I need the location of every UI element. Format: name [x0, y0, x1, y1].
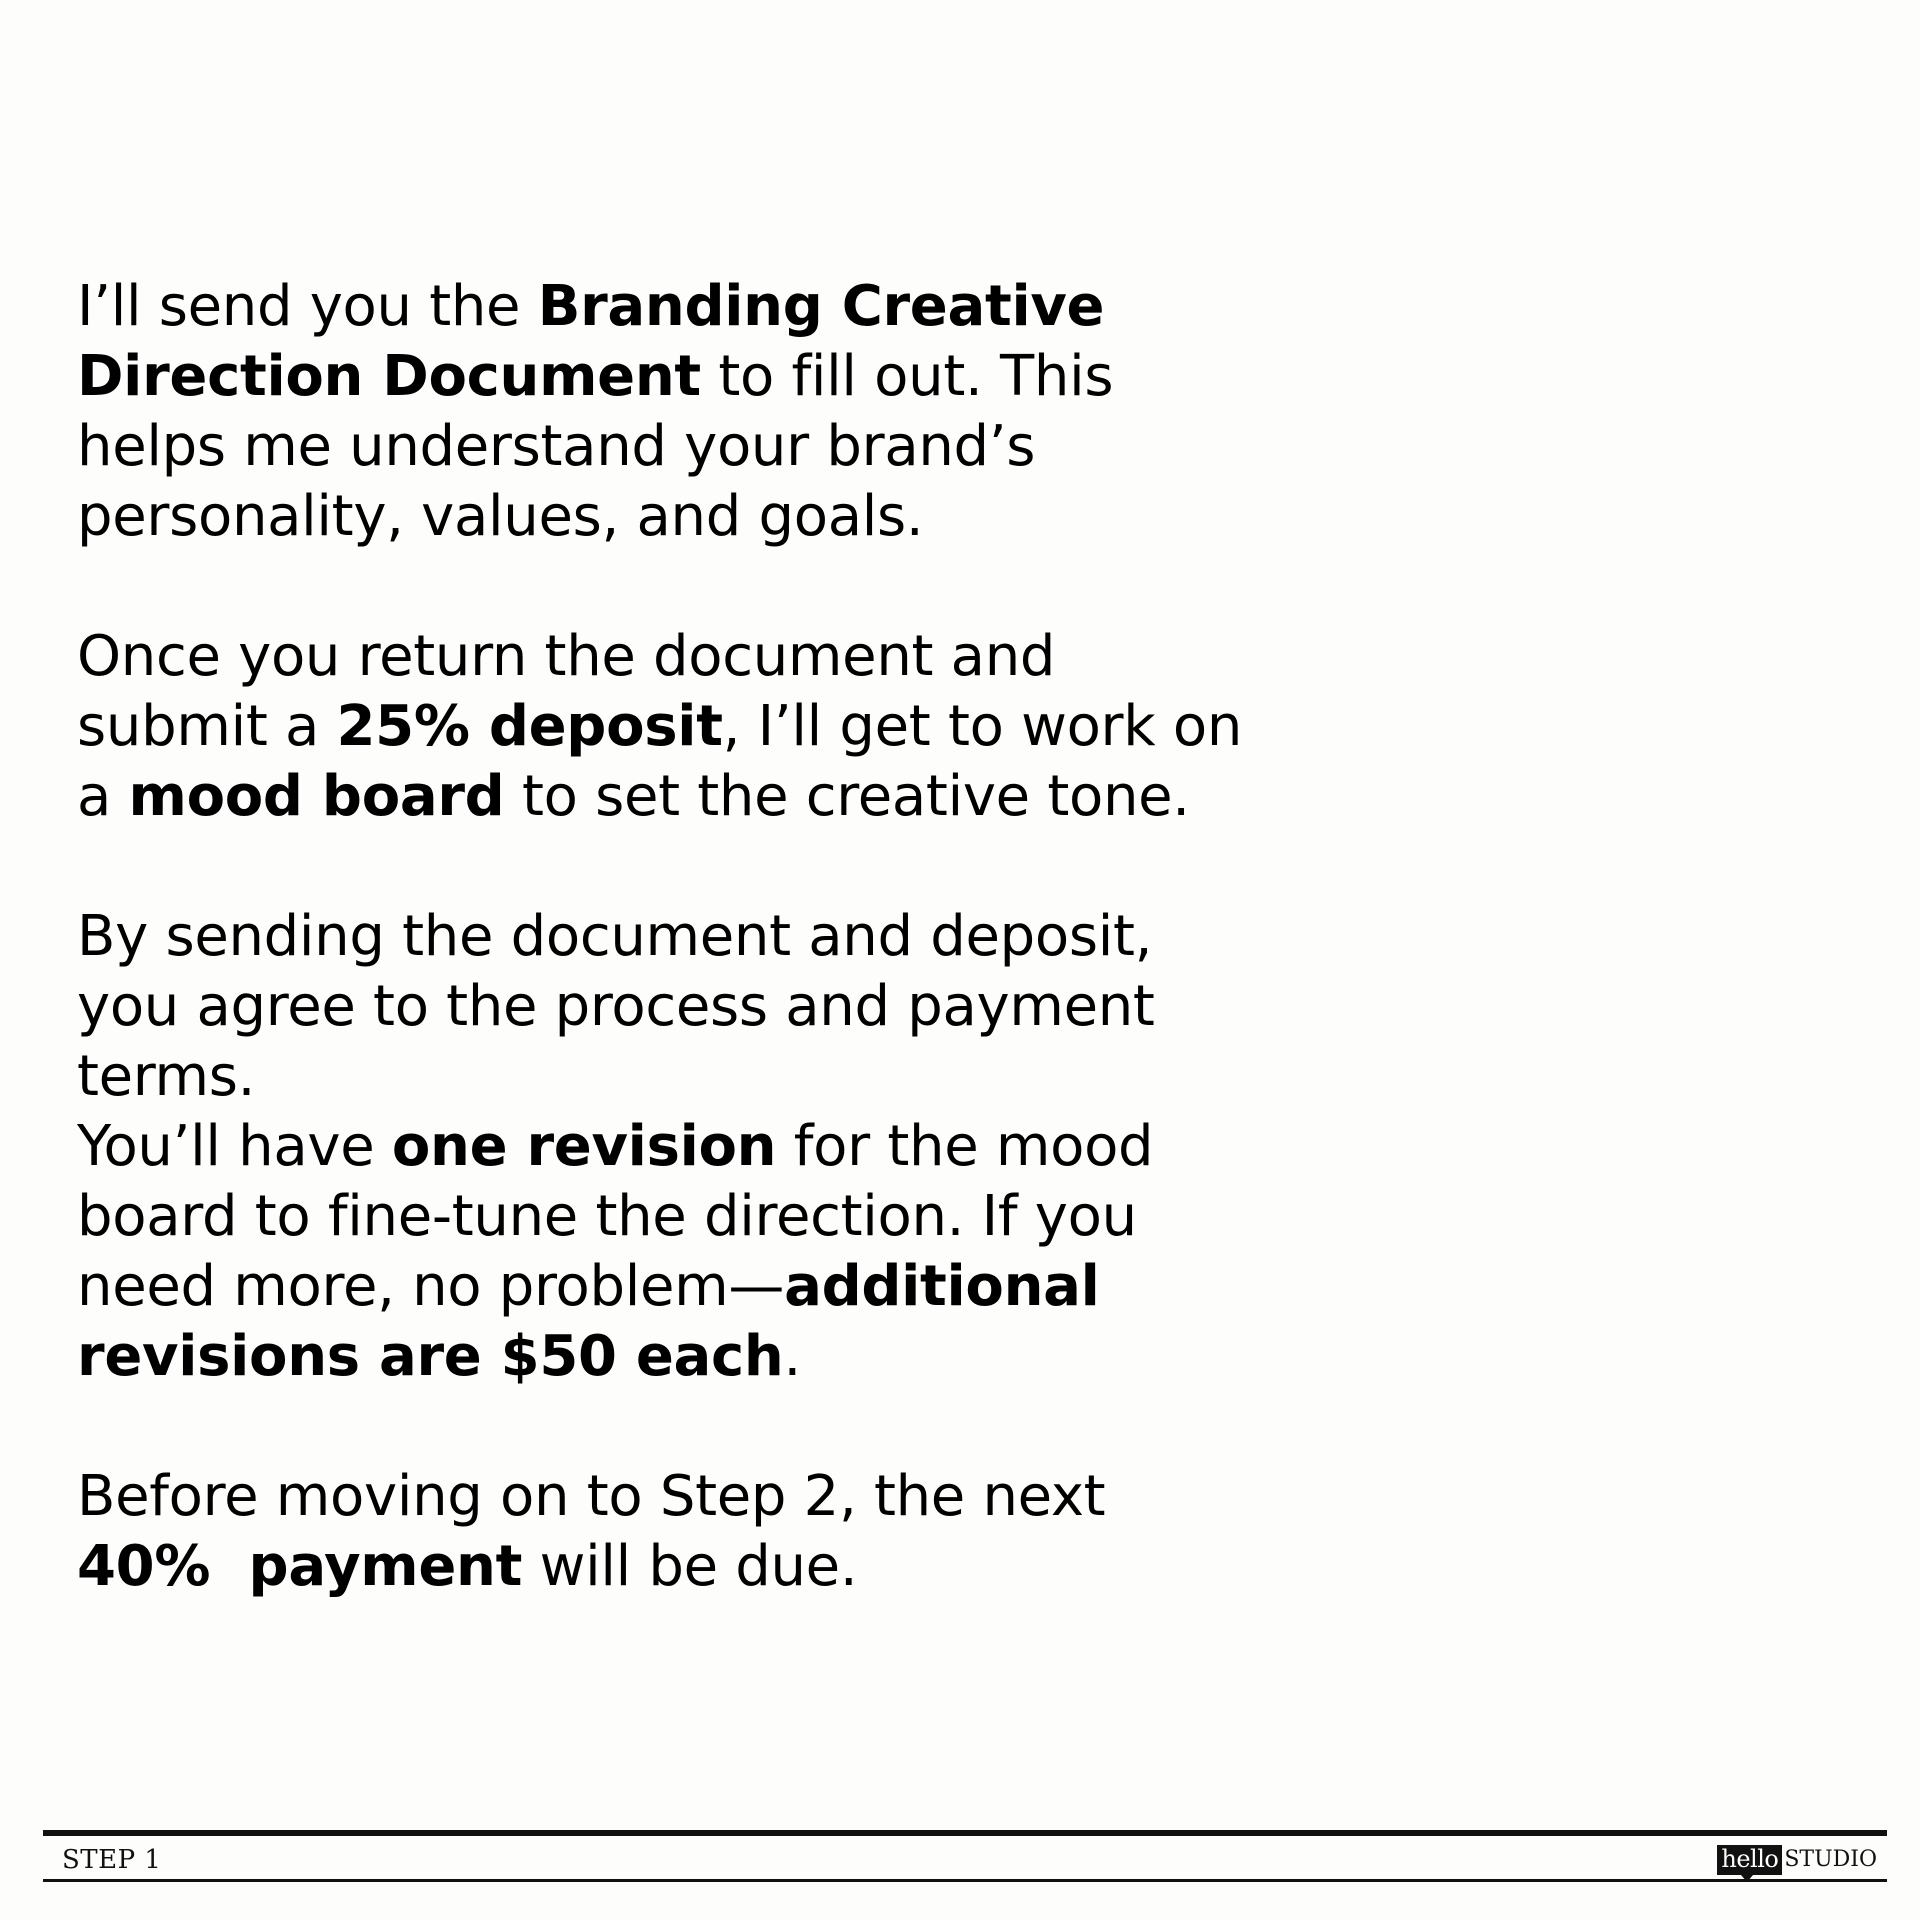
text-line: [77, 692, 1257, 762]
text-line: Once you return the document and: [77, 624, 1056, 689]
text-line: terms.: [77, 1044, 256, 1109]
main-content: [77, 272, 1257, 1602]
text-line: personality, values, and goals.: [77, 484, 924, 549]
bold-text: 40% payment: [77, 1534, 523, 1599]
text-line: [77, 1532, 1257, 1602]
brand-logo: [1717, 1843, 1877, 1877]
text-line: [77, 1112, 1257, 1182]
text-run: I’ll send you the: [77, 274, 538, 339]
paragraph-creative-direction: [77, 272, 1257, 552]
brand-hello-badge: hello: [1717, 1845, 1782, 1875]
paragraph-next-payment: [77, 1462, 1257, 1602]
text-run: You’ll have: [77, 1114, 392, 1179]
text-line: Before moving on to Step 2, the next: [77, 1464, 1106, 1529]
footer-divider-bottom: [43, 1879, 1887, 1882]
text-line: board to fine-tune the direction. If you: [77, 1184, 1137, 1249]
text-run: need more, no problem—: [77, 1254, 785, 1319]
step-label: STEP 1: [62, 1845, 162, 1875]
text-line: helps me understand your brand’s: [77, 414, 1036, 479]
bold-text: Direction Document: [77, 344, 701, 409]
paragraph-deposit: [77, 622, 1257, 832]
paragraph-terms-revisions: [77, 902, 1257, 1392]
text-line: [77, 1322, 1257, 1392]
text-line: you agree to the process and payment: [77, 974, 1155, 1039]
text-run: , I’ll get to work on: [722, 694, 1243, 759]
brand-studio-text: STUDIO: [1784, 1847, 1877, 1872]
text-line: [77, 762, 1257, 832]
text-run: will be due.: [522, 1534, 858, 1599]
text-line: [77, 1252, 1257, 1322]
footer-divider-top: [43, 1830, 1887, 1836]
bold-text: one revision: [391, 1114, 777, 1179]
text-run: to set the creative tone.: [504, 764, 1190, 829]
bold-text: mood board: [128, 764, 505, 829]
bold-text: revisions are $50 each: [77, 1324, 784, 1389]
text-run: to fill out. This: [700, 344, 1114, 409]
text-run: submit a: [77, 694, 337, 759]
text-run: for the mood: [776, 1114, 1154, 1179]
text-run: .: [783, 1324, 802, 1389]
bold-text: Branding Creative: [537, 274, 1105, 339]
text-line: By sending the document and deposit,: [77, 904, 1153, 969]
text-line: [77, 342, 1257, 412]
text-run: a: [77, 764, 129, 829]
text-line: [77, 272, 1257, 342]
bold-text: additional: [784, 1254, 1100, 1319]
bold-text: 25% deposit: [336, 694, 723, 759]
